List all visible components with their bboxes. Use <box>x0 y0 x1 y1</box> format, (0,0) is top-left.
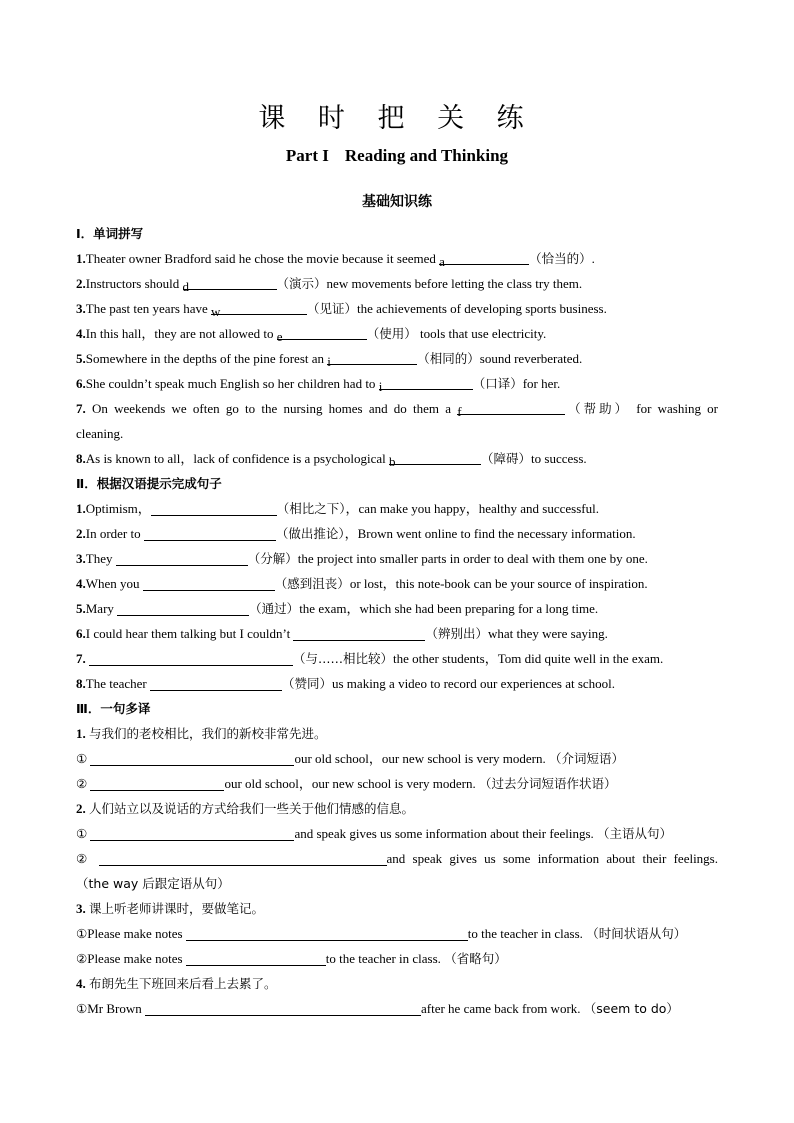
part1-item-7-cont: cleaning. <box>76 426 124 441</box>
part1-item-8 <box>76 446 718 471</box>
item-hint: （相比之下） <box>276 501 346 516</box>
circle-number-2: ② <box>76 776 88 791</box>
item-hint: （恰当的） <box>529 251 592 266</box>
item-number: 7. <box>76 651 86 666</box>
item-number: 2. <box>76 526 86 541</box>
grammar-note: （the way 后跟定语从句） <box>76 876 230 891</box>
part1-heading: Ⅰ．单词拼写 <box>76 226 144 241</box>
answer-text-after: and speak gives us some information about their feelings. <box>294 826 594 841</box>
answer-text-before: Please make notes <box>87 951 186 966</box>
page-subtitle <box>76 146 718 166</box>
answer-blank[interactable] <box>186 950 326 966</box>
part2-item-6 <box>76 621 718 646</box>
item-text-after: the project into smaller parts in order to deal with them one by one. <box>297 551 648 566</box>
item-text-after: for her. <box>522 376 561 391</box>
answer-blank[interactable] <box>116 550 248 566</box>
item-text-after: what they were saying. <box>487 626 608 641</box>
circle-number-1: ① <box>76 926 88 941</box>
item-text: She couldn’t speak much English so her children had to <box>85 376 379 391</box>
item-text-after: for washing or <box>636 401 718 416</box>
initial-letter: b <box>389 454 396 469</box>
answer-blank[interactable] <box>378 374 473 394</box>
chinese-prompt: 布朗先生下班回来后看上去累了。 <box>89 976 277 991</box>
answer-blank[interactable] <box>145 1000 421 1016</box>
item-number: 1. <box>76 251 86 266</box>
answer-text-after: our old school，our new school is very modern. <box>224 776 476 791</box>
item-number: 6. <box>76 626 86 641</box>
answer-blank[interactable] <box>89 650 293 666</box>
initial-letter: f <box>457 404 462 419</box>
item-text: The past ten years have <box>85 301 212 316</box>
item-hint: （通过） <box>249 601 300 616</box>
part1-item-1 <box>76 246 718 271</box>
item-text: On weekends we often go to the nursing homes and do them a <box>91 401 458 416</box>
part3-q1-answer-2 <box>76 771 718 796</box>
part3-q2-answer-1 <box>76 821 718 846</box>
item-hint: （障碍） <box>481 451 532 466</box>
part1-item-4 <box>76 321 718 346</box>
initial-letter: i <box>327 354 331 369</box>
circle-number-2: ② <box>76 851 92 866</box>
part1-item-7 <box>76 396 718 421</box>
item-text-after: ，Brown went online to find the necessary information. <box>344 526 636 541</box>
answer-blank[interactable] <box>327 349 417 369</box>
item-number: 2. <box>76 801 86 816</box>
answer-blank[interactable] <box>90 825 294 841</box>
part1-item-5 <box>76 346 718 371</box>
item-text-after: tools that use electricity. <box>416 326 547 341</box>
item-number: 2. <box>76 276 86 291</box>
item-hint: （分解） <box>247 551 298 566</box>
item-hint: （做出推论） <box>275 526 345 541</box>
part3-q3-prompt <box>76 896 718 921</box>
item-hint: （见证） <box>307 301 358 316</box>
part3-q2-answer-2 <box>76 846 718 871</box>
part2-item-8 <box>76 671 718 696</box>
answer-blank[interactable] <box>99 850 387 866</box>
item-text: Optimism， <box>85 501 151 516</box>
subtitle-topic: Reading and Thinking <box>344 146 509 165</box>
item-text-after: . <box>591 251 595 266</box>
item-text-after: the exam，which she had been preparing for a long time. <box>299 601 599 616</box>
part3-q1-answer-1 <box>76 746 718 771</box>
item-text: Mary <box>85 601 118 616</box>
chinese-prompt: 课上听老师讲课时，要做笔记。 <box>89 901 265 916</box>
item-number: 3. <box>76 901 86 916</box>
part2-item-7 <box>76 646 718 671</box>
part2-item-1 <box>76 496 718 521</box>
answer-blank[interactable] <box>90 775 224 791</box>
answer-text-before: Mr Brown <box>87 1001 145 1016</box>
item-number: 3. <box>76 301 86 316</box>
item-number: 6. <box>76 376 86 391</box>
worksheet-content <box>76 221 718 1021</box>
part2-item-4 <box>76 571 718 596</box>
grammar-note: （省略句） <box>444 951 507 966</box>
answer-blank[interactable] <box>389 449 481 469</box>
item-text: In this hall，they are not allowed to <box>85 326 277 341</box>
grammar-note: （过去分词短语作状语） <box>479 776 617 791</box>
circle-number-1: ① <box>76 751 88 766</box>
part3-q4-prompt <box>76 971 718 996</box>
answer-text-after: to the teacher in class. <box>467 926 583 941</box>
answer-blank[interactable] <box>90 750 294 766</box>
answer-text-before: Please make notes <box>87 926 186 941</box>
item-number: 1. <box>76 726 86 741</box>
answer-blank[interactable] <box>293 625 425 641</box>
item-number: 5. <box>76 351 86 366</box>
item-number: 8. <box>76 451 86 466</box>
page-title: 课 时 把 关 练 <box>258 103 536 134</box>
item-number: 8. <box>76 676 86 691</box>
subtitle-part: Part I <box>285 146 329 165</box>
item-text: As is known to all，lack of confidence is a psychological <box>85 451 390 466</box>
part3-q3-answer-2 <box>76 946 718 971</box>
answer-blank[interactable] <box>151 500 277 516</box>
section-heading: 基础知识练 <box>362 194 432 210</box>
answer-blank[interactable] <box>211 299 307 319</box>
part2-item-2 <box>76 521 718 546</box>
item-hint: （帮助） <box>565 401 631 416</box>
item-text-after: new movements before letting the class try them. <box>326 276 583 291</box>
part1-item-6 <box>76 371 718 396</box>
answer-blank[interactable] <box>276 324 367 344</box>
item-text: I could hear them talking but I couldn’t <box>85 626 294 641</box>
initial-letter: i <box>378 379 383 394</box>
item-hint: （赞同） <box>281 676 332 691</box>
part3-q3-answer-1 <box>76 921 718 946</box>
part2-heading: Ⅱ．根据汉语提示完成句子 <box>76 476 222 491</box>
part2-item-5 <box>76 596 718 621</box>
item-text-after: us making a video to record our experiences at school. <box>332 676 616 691</box>
answer-blank[interactable] <box>143 575 275 591</box>
part3-q2-prompt <box>76 796 718 821</box>
item-text-after: or lost，this note-book can be your source of inspiration. <box>349 576 648 591</box>
part3-q2-answer-2-note <box>76 871 718 896</box>
answer-text-after: and speak gives us some information about their feelings. <box>386 851 718 866</box>
item-hint: （与……相比较） <box>293 651 394 666</box>
grammar-note: （介词短语） <box>549 751 625 766</box>
item-text: Somewhere in the depths of the pine forest an <box>85 351 328 366</box>
answer-blank[interactable] <box>144 525 276 541</box>
part1-item-2 <box>76 271 718 296</box>
part2-item-3 <box>76 546 718 571</box>
answer-blank[interactable] <box>439 249 529 269</box>
item-hint: （相同的） <box>417 351 480 366</box>
grammar-note: （seem to do） <box>583 1001 679 1016</box>
answer-text-after: to the teacher in class. <box>325 951 441 966</box>
answer-blank[interactable] <box>457 399 565 419</box>
item-hint: （使用） <box>366 326 417 341</box>
chinese-prompt: 与我们的老校相比，我们的新校非常先进。 <box>89 726 327 741</box>
circle-number-2: ② <box>76 951 88 966</box>
item-number: 7. <box>76 401 86 416</box>
item-hint: （口译） <box>472 376 523 391</box>
chinese-prompt: 人们站立以及说话的方式给我们一些关于他们情感的信息。 <box>89 801 415 816</box>
part3-q1-prompt <box>76 721 718 746</box>
initial-letter: w <box>211 304 221 319</box>
part3-q4-answer-1 <box>76 996 718 1021</box>
answer-text-after: after he came back from work. <box>421 1001 581 1016</box>
item-text: The teacher <box>85 676 150 691</box>
item-text-after: the other students，Tom did quite well in the exam. <box>393 651 664 666</box>
answer-blank[interactable] <box>186 925 468 941</box>
item-hint: （辨别出） <box>425 626 488 641</box>
item-number: 1. <box>76 501 86 516</box>
item-number: 3. <box>76 551 86 566</box>
answer-text-after: our old school，our new school is very modern. <box>294 751 546 766</box>
part3-heading: Ⅲ．一句多译 <box>76 701 151 716</box>
item-number: 4. <box>76 976 86 991</box>
answer-blank[interactable] <box>182 274 277 294</box>
grammar-note: （时间状语从句） <box>586 926 687 941</box>
initial-letter: a <box>439 254 445 269</box>
item-number: 4. <box>76 576 86 591</box>
item-hint: （感到沮丧） <box>274 576 350 591</box>
item-text-after: the achievements of developing sports business. <box>357 301 607 316</box>
item-text-after: to success. <box>531 451 587 466</box>
item-hint: （演示） <box>276 276 327 291</box>
initial-letter: e <box>276 329 283 344</box>
answer-blank[interactable] <box>117 600 249 616</box>
initial-letter: d <box>182 279 190 294</box>
item-text-after: sound reverberated. <box>479 351 583 366</box>
answer-blank[interactable] <box>150 675 282 691</box>
item-text: Theater owner Bradford said he chose the movie because it seemed <box>85 251 440 266</box>
part1-item-3 <box>76 296 718 321</box>
item-text: When you <box>85 576 143 591</box>
item-number: 5. <box>76 601 86 616</box>
circle-number-1: ① <box>76 826 88 841</box>
item-text: Instructors should <box>85 276 183 291</box>
circle-number-1: ① <box>76 1001 88 1016</box>
item-text-after: ，can make you happy，healthy and successful. <box>345 501 599 516</box>
item-text: In order to <box>85 526 144 541</box>
item-number: 4. <box>76 326 86 341</box>
grammar-note: （主语从句） <box>597 826 673 841</box>
item-text: They <box>85 551 116 566</box>
